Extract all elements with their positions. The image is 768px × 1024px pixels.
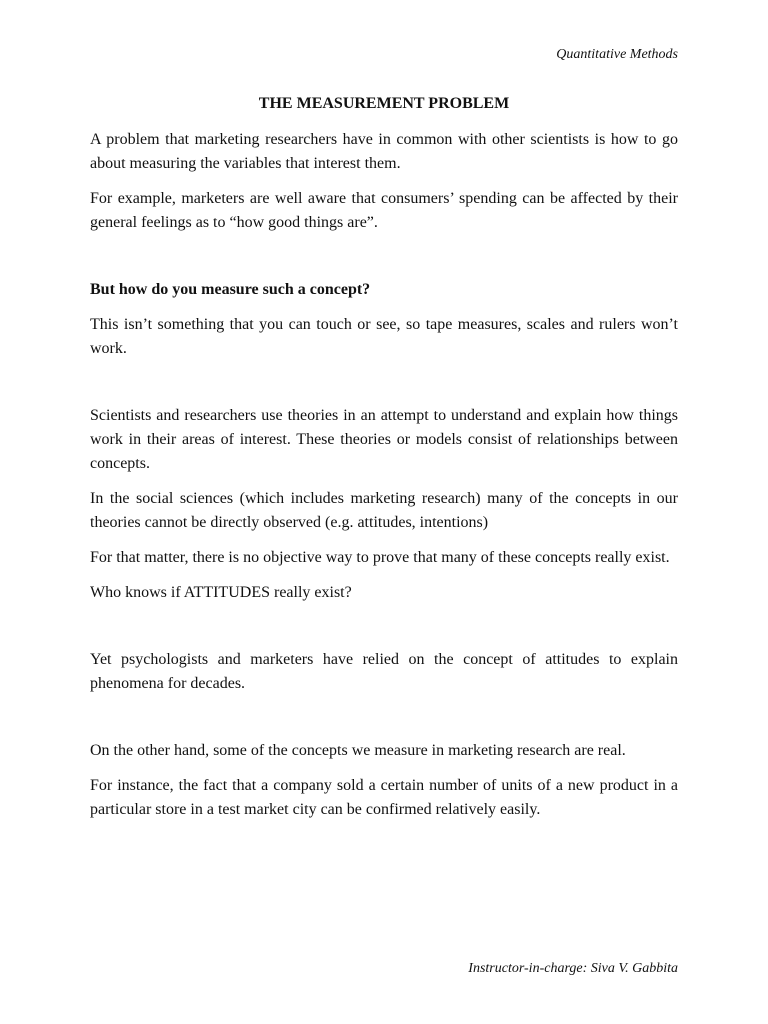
paragraph: A problem that marketing researchers have in common with other scientists is how to go about measuring the variables that interest them. xyxy=(90,131,678,172)
paragraph: On the other hand, some of the concepts we measure in marketing research are real. xyxy=(90,742,626,759)
paragraph: Who knows if ATTITUDES really exist? xyxy=(90,584,352,601)
paragraph: For example, marketers are well aware that consumers’ spending can be affected by their general feelings as to “how good things are”. xyxy=(90,190,678,231)
paragraph: This isn’t something that you can touch or see, so tape measures, scales and rulers won’t work. xyxy=(90,316,678,357)
paragraph: For instance, the fact that a company sold a certain number of units of a new product in a particular store in a test market city can be confirmed relatively easily. xyxy=(90,777,678,818)
paragraph: In the social sciences (which includes marketing research) many of the concepts in our theories cannot be directly observed (e.g. attitudes, intentions) xyxy=(90,490,678,531)
paragraph: Scientists and researchers use theories in an attempt to understand and explain how things work in their areas of interest. These theories or models consist of relationships between concepts. xyxy=(90,407,678,472)
running-header: Quantitative Methods xyxy=(556,47,678,62)
question-heading: But how do you measure such a concept? xyxy=(90,281,371,298)
paragraph: For that matter, there is no objective way to prove that many of these concepts really exist. xyxy=(90,549,670,566)
document-body xyxy=(90,94,678,822)
paragraph: Yet psychologists and marketers have relied on the concept of attitudes to explain phenomena for decades. xyxy=(90,651,678,692)
running-footer: Instructor-in-charge: Siva V. Gabbita xyxy=(468,961,678,976)
document-title: THE MEASUREMENT PROBLEM xyxy=(258,95,510,112)
